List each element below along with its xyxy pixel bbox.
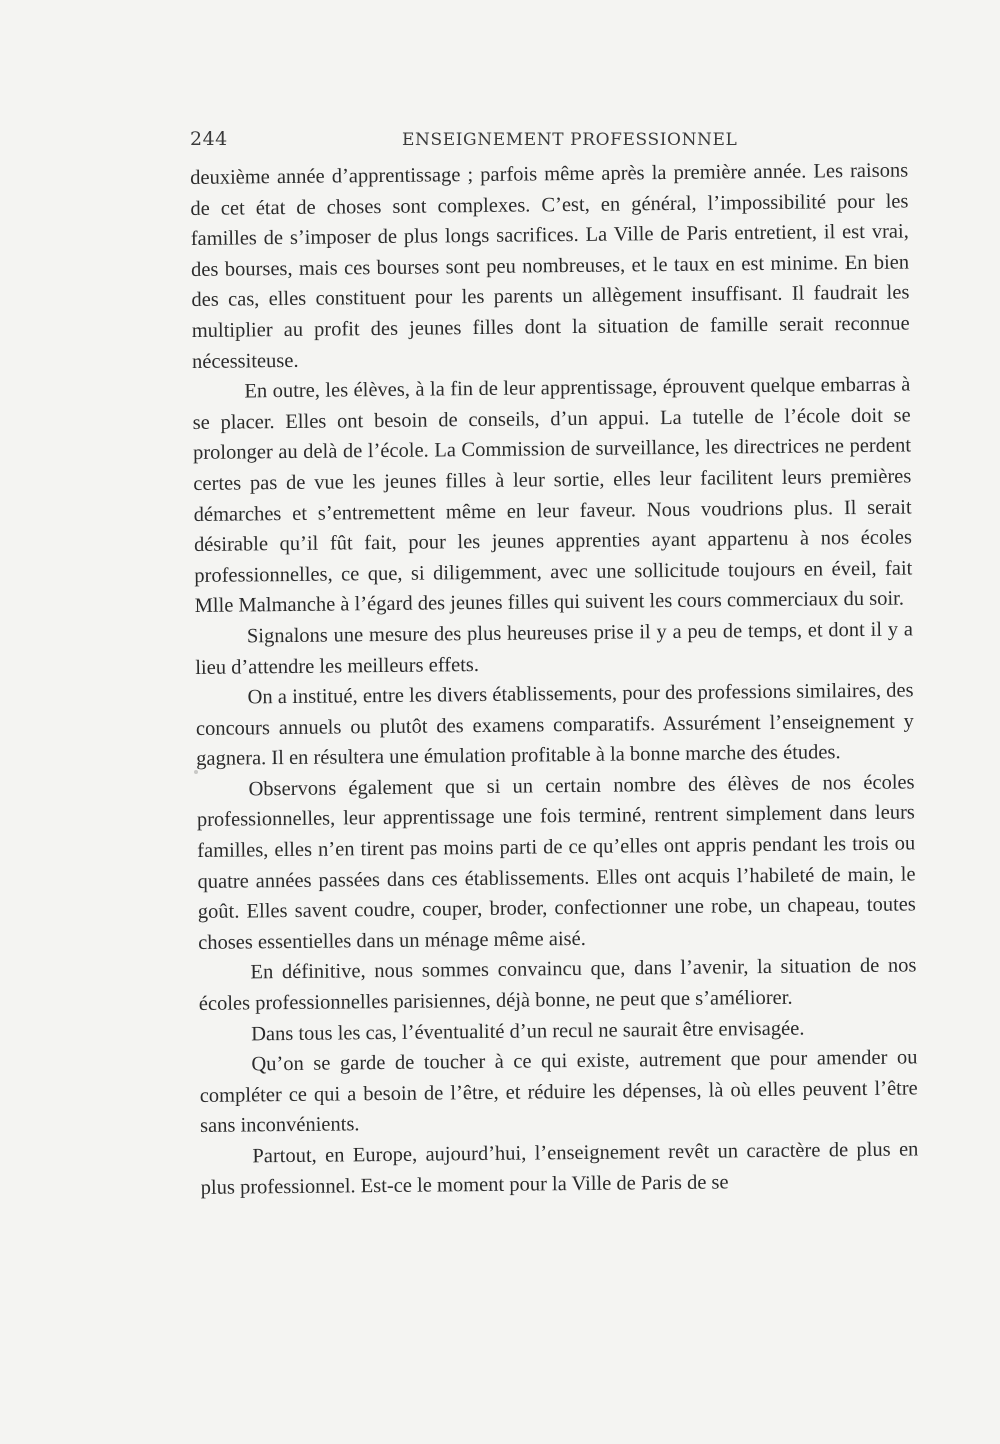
paragraph-2: En outre, les élèves, à la fin de leur apprentissage, éprouvent quelque embarras à se placer. Elles ont besoin de conseils, d’un appui. La tutelle de l’école doit se prolonger au delà de l’école. La Commission de surveillance, les directrices ne perdent certes pas de vue les jeunes filles à leur sortie, elles leur facilitent leurs premières démarches et s’entremettent même en leur faveur. Nous voudrions plus. Il serait désirable qu’il fût fait, pour les jeunes apprenties ayant appartenu à nos écoles professionnelles, ce que, si diligemment, avec une sollicitude toujours en éveil, fait Mlle Malmanche à l’égard des jeunes filles qui suivent les cours commerciaux du soir. <box>192 373 913 618</box>
running-head: ENSEIGNEMENT PROFESSIONNEL <box>402 130 738 150</box>
paragraph-4: On a institué, entre les divers établissements, pour des professions similaires, des concours annuels ou plutôt des examens comparatifs. Assurément l’enseignement y gagnera. Il en résultera une émulation profitable à la bonne marche des études. <box>195 679 914 771</box>
paragraph-6: En définitive, nous sommes convaincu que, dans l’avenir, la situation de nos écoles professionnelles parisiennes, déjà bonne, ne peut que s’améliorer. <box>198 954 917 1015</box>
paragraph-1: deuxième année d’apprentissage ; parfois même après la première année. Les raisons de cet état de choses sont complexes. C’est, en général, l’impossibilité pour les familles de s’imposer de plus longs sacrifices. La Ville de Paris entretient, il est vrai, des bourses, mais ces bourses sont peu nombreuses, et le taux en est minime. En bien des cas, elles constituent pour les parents un allègement insuffisant. Il faudrait les multiplier au profit des jeunes filles dont la situation de famille serait reconnue nécessiteuse. <box>190 159 910 373</box>
page-number: 244 <box>190 128 228 150</box>
body-text <box>190 155 919 1203</box>
paragraph-7: Dans tous les cas, l’éventualité d’un recul ne saurait être envisagée. <box>251 1017 805 1046</box>
paragraph-3: Signalons une mesure des plus heureuses prise il y a peu de temps, et dont il y a lieu d’attendre les meilleurs effets. <box>195 618 914 679</box>
paper-speck <box>194 770 198 774</box>
page-header <box>190 128 910 158</box>
paragraph-5: Observons également que si un certain nombre des élèves de nos écoles professionnelles, leur apprentissage une fois terminé, rentrent simplement dans leurs familles, elles n’en tirent pas moins parti de ce qu’elles ont appris pendant les trois ou quatre années passées dans ces établissements. Elles ont acquis l’habileté de main, le goût. Elles savent coudre, couper, broder, confectionner une robe, un chapeau, toutes choses essentielles dans un ménage même aisé. <box>196 771 916 954</box>
paragraph-8: Qu’on se garde de toucher à ce qui existe, autrement que pour amender ou compléter ce qui a besoin de l’être, et réduire les dépenses, là où elles peuvent l’être sans inconvénients. <box>199 1046 918 1138</box>
paragraph-9: Partout, en Europe, aujourd’hui, l’enseignement revêt un caractère de plus en plus professionnel. Est-ce le moment pour la Ville de Paris de se <box>200 1138 919 1199</box>
